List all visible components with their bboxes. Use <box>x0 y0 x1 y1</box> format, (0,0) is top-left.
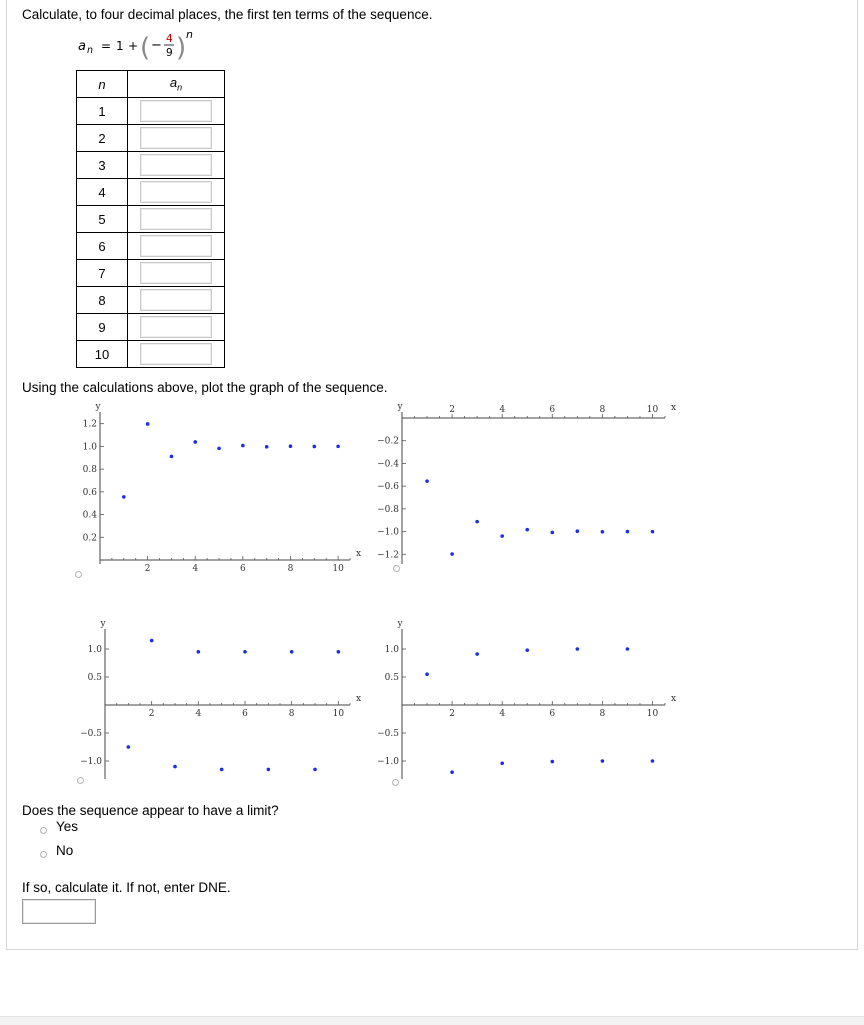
x-tick-label: 10 <box>646 709 659 719</box>
x-axis-label: x <box>671 694 677 704</box>
data-point <box>601 530 605 534</box>
x-tick-label: 10 <box>332 564 344 574</box>
table-row <box>77 341 225 368</box>
y-axis-label: y <box>397 402 403 412</box>
limit-question: Does the sequence appear to have a limit? <box>22 803 279 818</box>
data-point <box>241 444 245 448</box>
x-tick-label: 4 <box>499 405 506 415</box>
formula-a: a <box>78 39 86 54</box>
formula-a-sub: n <box>87 45 94 56</box>
y-axis-label: y <box>95 402 101 412</box>
data-point <box>550 760 554 764</box>
row-n: 8 <box>77 287 128 314</box>
formula-minus: − <box>151 38 162 53</box>
y-tick-label: 1.0 <box>384 645 399 655</box>
data-point <box>626 530 630 534</box>
x-tick-label: 4 <box>195 709 202 719</box>
data-point <box>525 648 529 652</box>
x-tick-label: 2 <box>148 709 155 719</box>
x-tick-label: 8 <box>599 405 606 415</box>
x-axis-label: x <box>356 549 362 559</box>
y-tick-label: 0.4 <box>82 510 97 521</box>
data-point <box>336 445 340 449</box>
table-row <box>77 98 225 125</box>
data-point <box>289 444 293 448</box>
formula-denominator: 9 <box>166 47 173 59</box>
formula-graphic <box>78 28 238 68</box>
y-tick-label: 0.6 <box>82 487 97 498</box>
data-point <box>243 650 247 654</box>
data-point <box>626 647 630 651</box>
graph-option-3[interactable] <box>60 615 370 790</box>
data-point <box>170 455 174 459</box>
x-tick-label: 6 <box>549 405 556 415</box>
header-a: a <box>169 75 178 91</box>
data-point <box>312 445 316 449</box>
y-tick-label: 0.8 <box>82 465 97 476</box>
data-point <box>220 768 224 772</box>
x-tick-label: 8 <box>288 709 295 719</box>
y-tick-label: −0.8 <box>377 504 399 515</box>
data-point <box>500 761 504 765</box>
data-point <box>500 534 504 538</box>
x-tick-label: 6 <box>242 709 248 719</box>
x-tick-label: 10 <box>646 405 659 415</box>
x-tick-label: 2 <box>449 405 455 415</box>
header-a-sub: n <box>177 82 183 93</box>
x-axis-label: x <box>671 403 677 413</box>
data-point <box>290 650 294 654</box>
x-tick-label: 2 <box>449 709 455 719</box>
y-axis-label: y <box>397 619 403 629</box>
y-tick-label: −0.6 <box>377 482 399 493</box>
data-point <box>313 768 317 772</box>
x-axis-label: x <box>356 694 362 704</box>
x-tick-label: 4 <box>499 709 506 719</box>
header-n: n <box>77 71 128 98</box>
data-point <box>127 745 131 749</box>
x-tick-label: 10 <box>332 709 345 719</box>
formula-paren-open: ( <box>140 33 151 63</box>
data-point <box>450 770 454 774</box>
term-input-10[interactable] <box>140 343 212 365</box>
row-n: 6 <box>77 233 128 260</box>
row-n: 5 <box>77 206 128 233</box>
limit-answer-input[interactable] <box>22 899 96 924</box>
sequence-table <box>76 70 225 368</box>
data-point <box>550 531 554 535</box>
row-n: 9 <box>77 314 128 341</box>
y-tick-label: 1.2 <box>82 419 97 430</box>
x-tick-label: 2 <box>144 564 151 574</box>
table-row <box>77 206 225 233</box>
data-point <box>150 639 154 643</box>
no-radio[interactable] <box>40 851 47 858</box>
graph-option-1[interactable] <box>60 400 370 580</box>
table-row <box>77 125 225 152</box>
data-point <box>265 445 269 449</box>
data-point <box>651 759 655 763</box>
data-point <box>197 650 201 654</box>
header-an <box>128 71 225 98</box>
term-input-5[interactable] <box>140 208 212 230</box>
data-point <box>475 520 479 524</box>
data-point <box>267 768 271 772</box>
row-n: 7 <box>77 260 128 287</box>
table-row <box>77 152 225 179</box>
row-n: 4 <box>77 179 128 206</box>
x-tick-label: 8 <box>287 564 294 574</box>
data-point <box>576 647 580 651</box>
y-tick-label: −0.2 <box>377 436 399 447</box>
graph-option-2[interactable] <box>377 400 680 580</box>
term-input-7[interactable] <box>140 262 212 284</box>
calc-prompt: If so, calculate it. If not, enter DNE. <box>22 880 231 895</box>
graph-option-4[interactable] <box>377 615 680 790</box>
y-tick-label: −1.0 <box>80 757 102 767</box>
term-input-6[interactable] <box>140 235 212 257</box>
formula-paren-close: ) <box>176 33 187 63</box>
y-tick-label: 0.2 <box>82 533 97 544</box>
row-n: 2 <box>77 125 128 152</box>
table-row <box>77 287 225 314</box>
term-input-9[interactable] <box>140 316 212 338</box>
y-tick-label: −1.0 <box>377 757 399 767</box>
formula-equals: = <box>101 39 112 53</box>
y-tick-label: −0.5 <box>80 729 102 739</box>
yes-radio[interactable] <box>40 827 47 834</box>
y-tick-label: −1.0 <box>377 527 399 538</box>
table-row <box>77 179 225 206</box>
no-label[interactable]: No <box>56 843 74 858</box>
data-point <box>146 422 150 426</box>
data-point <box>425 479 429 483</box>
y-axis-label: y <box>100 619 106 629</box>
data-point <box>601 759 605 763</box>
question-title: Calculate, to four decimal places, the first ten terms of the sequence. <box>22 7 433 22</box>
data-point <box>173 765 177 769</box>
term-input-4[interactable] <box>140 181 212 203</box>
sequence-formula <box>78 28 238 64</box>
graph-prompt: Using the calculations above, plot the graph of the sequence. <box>22 380 388 395</box>
term-input-8[interactable] <box>140 289 212 311</box>
data-point <box>576 529 580 533</box>
data-point <box>425 672 429 676</box>
table-row <box>77 233 225 260</box>
row-n: 10 <box>77 341 128 368</box>
y-tick-label: −1.2 <box>377 550 399 561</box>
y-tick-label: 1.0 <box>82 442 97 453</box>
formula-one: 1 <box>116 39 124 53</box>
data-point <box>475 652 479 656</box>
table-header-row <box>77 71 225 98</box>
x-tick-label: 6 <box>549 709 556 719</box>
row-n: 3 <box>77 152 128 179</box>
data-point <box>337 650 341 654</box>
yes-label[interactable]: Yes <box>56 819 79 834</box>
term-input-3[interactable] <box>140 154 212 176</box>
table-row <box>77 260 225 287</box>
data-point <box>651 530 655 534</box>
data-point <box>525 528 529 532</box>
x-tick-label: 4 <box>192 564 199 574</box>
x-tick-label: 6 <box>239 564 246 574</box>
term-input-2[interactable] <box>140 127 212 149</box>
table-row <box>77 314 225 341</box>
y-tick-label: −0.4 <box>377 459 399 470</box>
x-tick-label: 8 <box>599 709 606 719</box>
term-input-1[interactable] <box>140 100 212 122</box>
data-point <box>450 552 454 556</box>
data-point <box>122 495 126 499</box>
formula-numerator: 4 <box>166 33 173 45</box>
formula-plus: + <box>128 39 139 53</box>
y-tick-label: 1.0 <box>87 645 102 655</box>
y-tick-label: −0.5 <box>377 729 399 739</box>
formula-exponent: n <box>186 28 193 41</box>
y-tick-label: 0.5 <box>87 673 102 683</box>
data-point <box>193 440 197 444</box>
y-tick-label: 0.5 <box>384 673 399 683</box>
data-point <box>217 447 221 451</box>
row-n: 1 <box>77 98 128 125</box>
